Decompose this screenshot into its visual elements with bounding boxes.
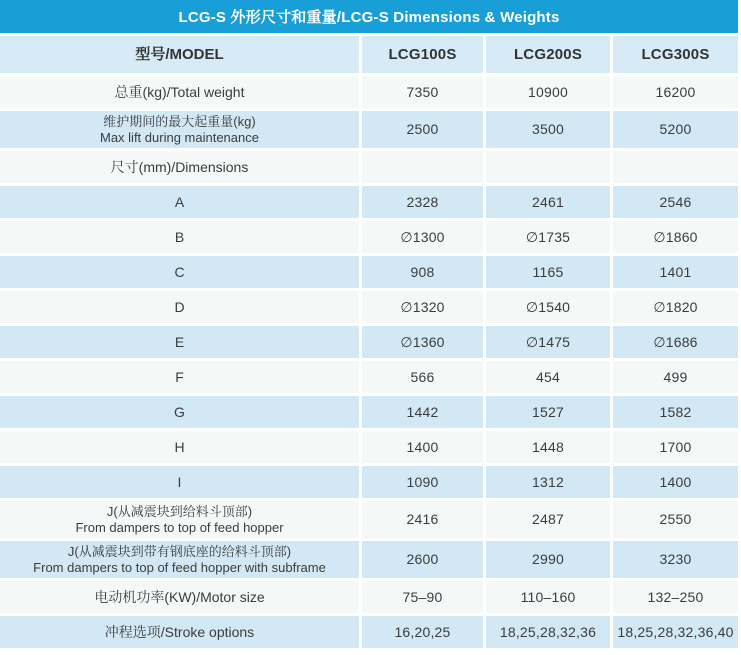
cell-value: 454 xyxy=(486,361,610,393)
table-header-row xyxy=(0,36,738,73)
cell-value: 75–90 xyxy=(362,581,483,613)
cell-value: ∅1475 xyxy=(486,326,610,358)
row-label: B xyxy=(0,221,359,253)
table-row-max-lift xyxy=(0,111,738,148)
column-header-model: 型号/MODEL xyxy=(0,36,359,73)
cell-value: 1400 xyxy=(613,466,738,498)
table-title-bar xyxy=(0,0,738,33)
cell-value: 1090 xyxy=(362,466,483,498)
cell-value: 10900 xyxy=(486,76,610,108)
row-label: F xyxy=(0,361,359,393)
cell-value: 2328 xyxy=(362,186,483,218)
table-row-dim-b xyxy=(0,221,738,253)
table-row-dimensions-heading xyxy=(0,151,738,183)
row-label: 总重(kg)/Total weight xyxy=(0,76,359,108)
cell-value: 1448 xyxy=(486,431,610,463)
row-label: J(从减震块到带有钢底座的给料斗顶部) From dampers to top of feed hopper with subframe xyxy=(0,541,359,578)
cell-value: 7350 xyxy=(362,76,483,108)
table-row-dim-c xyxy=(0,256,738,288)
cell-value: 110–160 xyxy=(486,581,610,613)
column-header-lcg100s: LCG100S xyxy=(362,36,483,73)
table-row-motor-size xyxy=(0,581,738,613)
row-label: 维护期间的最大起重量(kg) Max lift during maintenance xyxy=(0,111,359,148)
cell-value: 908 xyxy=(362,256,483,288)
cell-value xyxy=(362,151,483,183)
column-header-lcg200s: LCG200S xyxy=(486,36,610,73)
cell-value: 2416 xyxy=(362,501,483,538)
cell-value: 1401 xyxy=(613,256,738,288)
cell-value: ∅1360 xyxy=(362,326,483,358)
cell-value: 3500 xyxy=(486,111,610,148)
cell-value: 1582 xyxy=(613,396,738,428)
cell-value: 2487 xyxy=(486,501,610,538)
cell-value xyxy=(486,151,610,183)
table-row-dim-a xyxy=(0,186,738,218)
cell-value: 566 xyxy=(362,361,483,393)
table-row-dim-j-hopper xyxy=(0,501,738,538)
cell-value: 132–250 xyxy=(613,581,738,613)
cell-value: 16200 xyxy=(613,76,738,108)
cell-value: ∅1686 xyxy=(613,326,738,358)
row-label: D xyxy=(0,291,359,323)
cell-value: 1700 xyxy=(613,431,738,463)
cell-value: 18,25,28,32,36 xyxy=(486,616,610,648)
cell-value: 1165 xyxy=(486,256,610,288)
cell-value: 499 xyxy=(613,361,738,393)
table-row-dim-d xyxy=(0,291,738,323)
cell-value: 2550 xyxy=(613,501,738,538)
cell-value: 2500 xyxy=(362,111,483,148)
cell-value: ∅1735 xyxy=(486,221,610,253)
row-label: C xyxy=(0,256,359,288)
table-row-dim-g xyxy=(0,396,738,428)
row-label: 电动机功率(KW)/Motor size xyxy=(0,581,359,613)
cell-value xyxy=(613,151,738,183)
row-label: J(从减震块到给料斗顶部) From dampers to top of feed hopper xyxy=(0,501,359,538)
cell-value: ∅1300 xyxy=(362,221,483,253)
table-row-total-weight xyxy=(0,76,738,108)
row-label: 尺寸(mm)/Dimensions xyxy=(0,151,359,183)
cell-value: 2546 xyxy=(613,186,738,218)
cell-value: 16,20,25 xyxy=(362,616,483,648)
cell-value: 2990 xyxy=(486,541,610,578)
cell-value: 3230 xyxy=(613,541,738,578)
row-label: A xyxy=(0,186,359,218)
cell-value: ∅1860 xyxy=(613,221,738,253)
table-row-dim-e xyxy=(0,326,738,358)
row-label: H xyxy=(0,431,359,463)
row-label: G xyxy=(0,396,359,428)
table-title: LCG-S 外形尺寸和重量/LCG-S Dimensions & Weights xyxy=(178,9,560,26)
table-row-dim-j-subframe xyxy=(0,541,738,578)
cell-value: ∅1320 xyxy=(362,291,483,323)
cell-value: 18,25,28,32,36,40 xyxy=(613,616,738,648)
cell-value: 2600 xyxy=(362,541,483,578)
cell-value: ∅1540 xyxy=(486,291,610,323)
table-row-dim-i xyxy=(0,466,738,498)
table-row-dim-h xyxy=(0,431,738,463)
cell-value: 5200 xyxy=(613,111,738,148)
cell-value: 1400 xyxy=(362,431,483,463)
column-header-lcg300s: LCG300S xyxy=(613,36,738,73)
row-label: I xyxy=(0,466,359,498)
row-label: E xyxy=(0,326,359,358)
cell-value: ∅1820 xyxy=(613,291,738,323)
cell-value: 2461 xyxy=(486,186,610,218)
dimensions-weights-table xyxy=(0,36,738,648)
cell-value: 1527 xyxy=(486,396,610,428)
table-row-stroke-options xyxy=(0,616,738,648)
row-label: 冲程选项/Stroke options xyxy=(0,616,359,648)
cell-value: 1442 xyxy=(362,396,483,428)
table-row-dim-f xyxy=(0,361,738,393)
cell-value: 1312 xyxy=(486,466,610,498)
